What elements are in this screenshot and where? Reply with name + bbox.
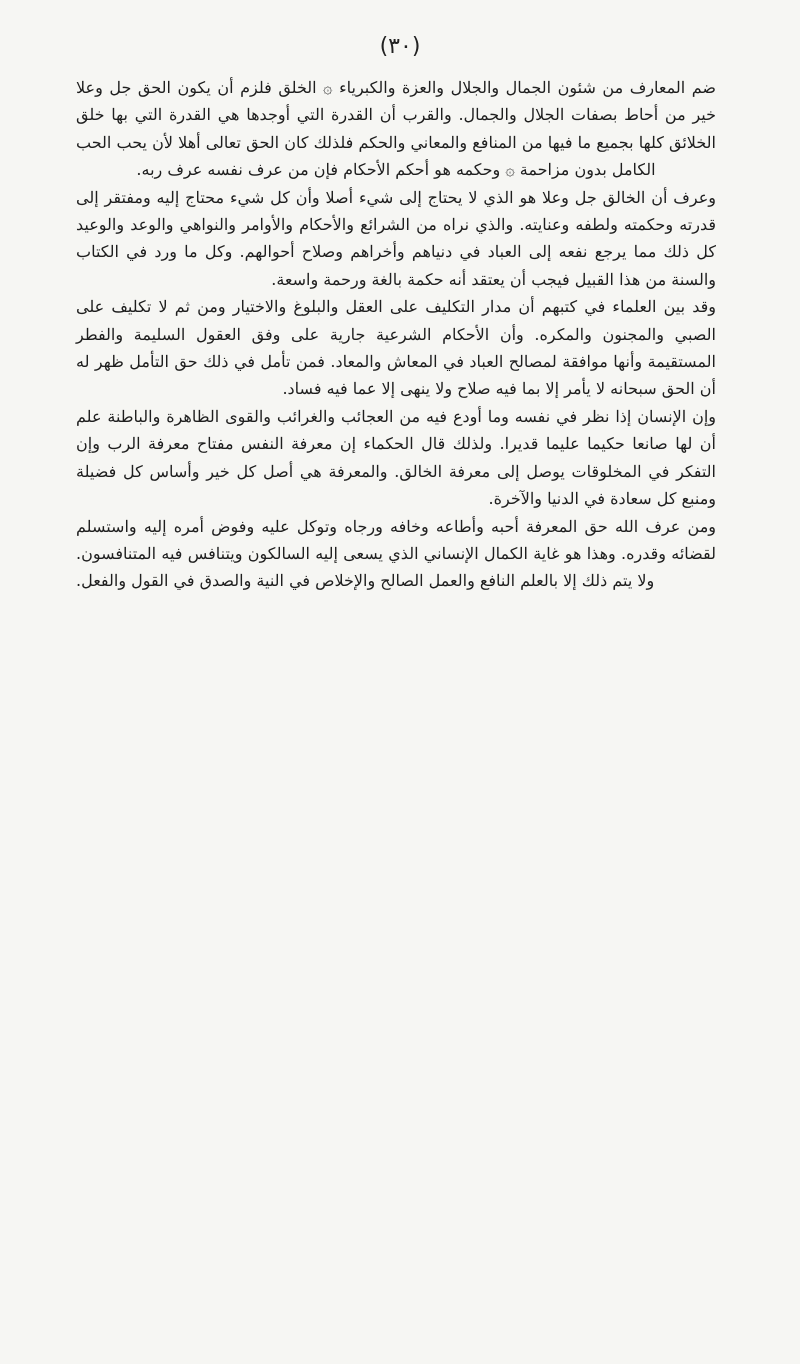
paragraph: ضم المعارف من شئون الجمال والجلال والعزة والكبرياء ۞ الخلق فلزم أن يكون الحق جل وعلا خير من أحاط بصفات الجلال والجمال. والقرب أن القدرة التي أوجدها هي القدرة التي بها خلق الخلائق كلها بجميع ما فيها من المنافع والمعاني والحكم فلذلك كان الحق تعالى أهلا لأن يحب الحب الكامل بدون مزاحمة ۞ وحكمه هو أحكم الأحكام فإن من عرف نفسه عرف ربه. <box>76 78 716 180</box>
paragraph: وإن الإنسان إذا نظر في نفسه وما أودع فيه من العجائب والغرائب والقوى الظاهرة والباطنة علم أن لها صانعا حكيما عليما قديرا. ولذلك قال الحكماء إن معرفة النفس مفتاح معرفة الرب وإن التفكر في المخلوقات يوصل إلى معرفة الخالق. والمعرفة هي أصل كل خير وأساس كل فضيلة ومنبع كل سعادة في الدنيا والآخرة. <box>76 406 716 509</box>
page-number: (٣٠) <box>379 34 421 59</box>
paragraph: وقد بين العلماء في كتبهم أن مدار التكليف على العقل والبلوغ والاختيار ومن ثم لا تكليف على الصبي والمجنون والمكره. وأن الأحكام الشرعية جارية على وفق العقول السليمة والفطر المستقيمة وأنها موافقة لمصالح العباد في المعاش والمعاد. فمن تأمل في ذلك حق التأمل ظهر له أن الحق سبحانه لا يأمر إلا بما فيه صلاح ولا ينهى إلا عما فيه فساد. <box>76 297 716 399</box>
page-text-body <box>76 74 716 595</box>
paragraph: ومن عرف الله حق المعرفة أحبه وأطاعه وخافه ورجاه وتوكل عليه وفوض أمره إليه واستسلم لقضائه وقدره. وهذا هو غاية الكمال الإنساني الذي يسعى إليه السالكون ويتنافس فيه المتنافسون. ولا يتم ذلك إلا بالعلم النافع والعمل الصالح والإخلاص في النية والصدق في القول والفعل. <box>76 516 716 591</box>
paragraph: وعرف أن الخالق جل وعلا هو الذي لا يحتاج إلى شيء أصلا وأن كل شيء محتاج إليه ومفتقر إلى قدرته وحكمته ولطفه وعنايته. والذي نراه من الشرائع والأحكام والأوامر والنواهي والوعد والوعيد كل ذلك مما يرجع نفعه إلى العباد في دنياهم وأخراهم وصلاح أحوالهم. وكل ما ورد في الكتاب والسنة من هذا القبيل فيجب أن يعتقد أنه حكمة بالغة ورحمة واسعة. <box>76 187 716 289</box>
